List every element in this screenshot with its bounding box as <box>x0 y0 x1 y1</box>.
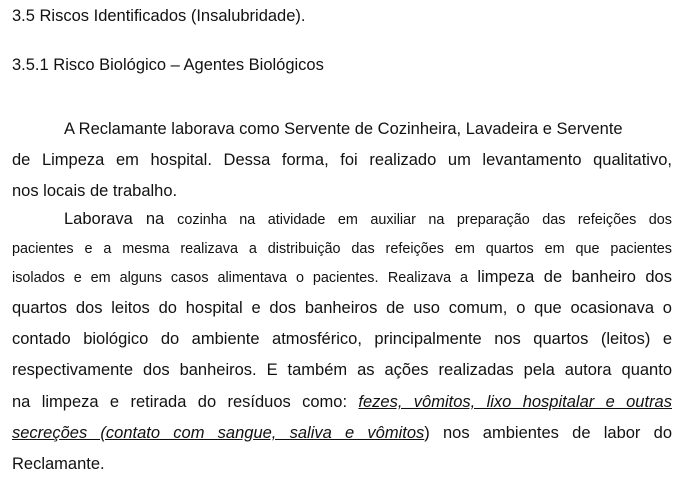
paragraph-2-line-8: secreções (contato com sangue, saliva e vômitos) nos ambientes de labor do <box>12 424 673 442</box>
paragraph-1-line-3: nos locais de trabalho. <box>12 182 178 200</box>
paragraph-1-line-2: de Limpeza em hospital. Dessa forma, foi realizado um levantamento qualitativo, <box>12 151 672 169</box>
section-heading: 3.5 Riscos Identificados (Insalubridade). <box>12 7 306 25</box>
hazard-list-emphasis-cont: secreções (contato com sangue, saliva e vômitos <box>12 424 425 442</box>
paragraph-2-line-5: contado biológico do ambiente atmosférico, principalmente nos quartos (leitos) e <box>12 330 672 348</box>
paragraph-2-line-3: isolados e em alguns casos alimentava o pacientes. Realizava a limpeza de banheiro dos <box>12 268 672 286</box>
paragraph-2-line-4: quartos dos leitos do hospital e dos banheiros de uso comum, o que ocasionava o <box>12 299 672 317</box>
paragraph-2-line-2: pacientes e a mesma realizava a distribuição das refeições em quartos em que pacientes <box>12 241 672 257</box>
subsection-heading: 3.5.1 Risco Biológico – Agentes Biológicos <box>12 56 324 74</box>
paragraph-1-line-1: A Reclamante laborava como Servente de Cozinheira, Lavadeira e Servente <box>64 120 623 138</box>
hazard-list-emphasis: fezes, vômitos, lixo hospitalar e outras <box>358 393 672 411</box>
paragraph-2-line-6: respectivamente dos banheiros. E também as ações realizadas pela autora quanto <box>12 361 672 379</box>
paragraph-2-line-9: Reclamante. <box>12 455 105 473</box>
paragraph-2-line-1: Laborava na cozinha na atividade em auxiliar na preparação das refeições dos <box>64 210 672 228</box>
paragraph-2-line-7: na limpeza e retirada do resíduos como: fezes, vômitos, lixo hospitalar e outras <box>12 393 672 411</box>
